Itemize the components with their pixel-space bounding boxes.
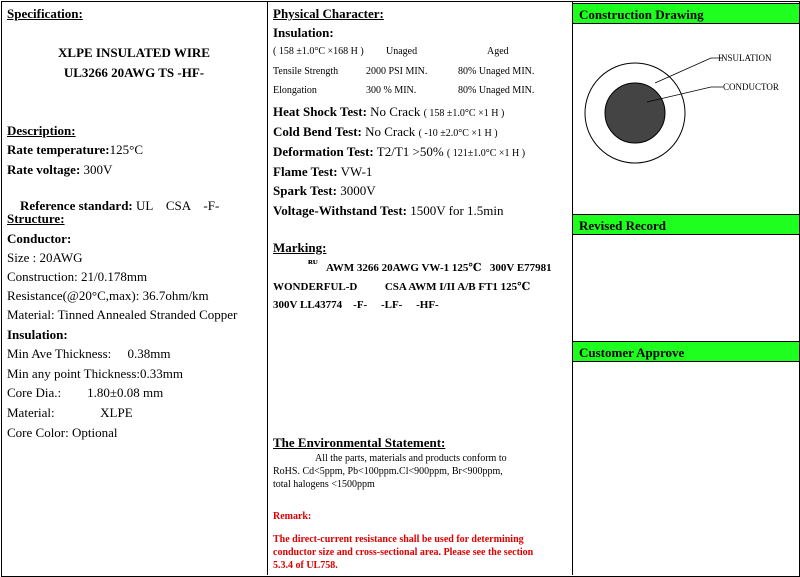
heat-shock-label: Heat Shock Test: <box>273 104 367 119</box>
specification-column <box>1 1 268 575</box>
remark-line-3: 5.3.4 of UL758. <box>273 560 338 571</box>
conductor-size: Size : 20AWG <box>7 250 83 265</box>
conductor-label: Conductor: <box>7 231 72 246</box>
spark-test-label: Spark Test: <box>273 183 337 198</box>
rate-voltage-label: Rate voltage: <box>7 162 81 177</box>
product-title: XLPE INSULATED WIRE <box>58 45 210 60</box>
heat-shock-test <box>273 104 504 120</box>
heat-shock-condition: ( 158 ±1.0°C ×1 H ) <box>423 108 505 119</box>
elongation-label: Elongation <box>273 85 317 96</box>
physical-character-heading: Physical Character: <box>273 6 384 21</box>
conductor-construction: Construction: 21/0.178mm <box>7 269 148 284</box>
aged-header: Aged <box>487 46 509 57</box>
deformation-test <box>273 144 525 160</box>
environmental-line-2: RoHS. Cd<5ppm, Pb<100ppm.Cl<900ppm, Br<900ppm, <box>273 466 503 477</box>
spark-test-value: 3000V <box>340 183 376 198</box>
spark-test <box>273 183 376 199</box>
min-any-point-thickness: Min any point Thickness:0.33mm <box>7 366 183 381</box>
cold-bend-value: No Crack <box>365 124 416 139</box>
conductor-material: Material: Tinned Annealed Stranded Copper <box>7 307 238 322</box>
environmental-line-3: total halogens <1500ppm <box>273 479 375 490</box>
cold-bend-condition: ( -10 ±2.0°C ×1 H ) <box>418 128 498 139</box>
core-color: Core Color: Optional <box>7 425 118 440</box>
physical-character-column <box>268 1 573 575</box>
customer-approve-header: Customer Approve <box>573 341 799 362</box>
reference-standard-value: UL CSA -F- <box>136 198 220 213</box>
reference-standard-label: Reference standard: <box>20 198 133 213</box>
voltage-withstand-label: Voltage-Withstand Test: <box>273 203 407 218</box>
deformation-label: Deformation Test: <box>273 144 374 159</box>
flame-test <box>273 164 372 180</box>
marking-line-2: WONDERFUL-D CSA AWM I/II A/B FT1 125℃ <box>273 281 531 293</box>
rate-temperature-label: Rate temperature: <box>7 142 110 157</box>
tensile-strength-unaged: 2000 PSI MIN. <box>366 66 428 77</box>
revised-record-header: Revised Record <box>573 214 799 235</box>
marking-line-1: AWM 3266 20AWG VW-1 125℃ 300V E77981 <box>326 262 552 274</box>
deformation-condition: ( 121±1.0°C ×1 H ) <box>446 148 526 159</box>
drawing-column <box>573 1 799 575</box>
insulation-label: Insulation: <box>7 327 68 342</box>
conductor-callout: CONDUCTOR <box>723 82 779 92</box>
elongation-unaged: 300 % MIN. <box>366 85 417 96</box>
voltage-withstand-test <box>273 203 504 219</box>
description-heading: Description: <box>7 123 76 138</box>
voltage-withstand-value: 1500V for 1.5min <box>410 203 504 218</box>
min-ave-thickness: Min Ave Thickness: 0.38mm <box>7 346 171 361</box>
unaged-header: Unaged <box>386 46 418 57</box>
rate-temperature-value: 125°C <box>109 142 144 157</box>
specification-heading: Specification: <box>7 6 83 21</box>
rate-temperature <box>7 142 143 158</box>
tensile-strength-aged: 80% Unaged MIN. <box>458 66 535 77</box>
physical-insulation-label: Insulation: <box>273 25 334 40</box>
core-diameter: Core Dia.: 1.80±0.08 mm <box>7 385 164 400</box>
remark-line-2: conductor size and cross-sectional area. Please see the section <box>273 547 534 558</box>
ur-recognized-mark: ᴿᵁ <box>308 258 318 270</box>
rate-voltage-value: 300V <box>83 162 113 177</box>
environmental-line-1: All the parts, materials and products conform to <box>315 453 507 464</box>
construction-drawing-header: Construction Drawing <box>573 3 799 24</box>
aging-condition: ( 158 ±1.0°C ×168 H ) <box>273 46 364 57</box>
flame-test-label: Flame Test: <box>273 164 338 179</box>
remark-label: Remark: <box>273 511 312 522</box>
marking-heading: Marking: <box>273 240 327 255</box>
structure-heading: Structure: <box>7 211 65 226</box>
tensile-strength-label: Tensile Strength <box>273 66 339 77</box>
deformation-value: T2/T1 >50% <box>376 144 444 159</box>
conductor-core <box>605 83 665 143</box>
product-code: UL3266 20AWG TS -HF- <box>63 65 205 80</box>
rate-voltage <box>7 162 112 178</box>
remark-line-1: The direct-current resistance shall be used for determining <box>273 534 524 545</box>
insulation-material: Material: XLPE <box>7 405 133 420</box>
cold-bend-test <box>273 124 498 140</box>
conductor-resistance: Resistance(@20°C,max): 36.7ohm/km <box>7 288 209 303</box>
cold-bend-label: Cold Bend Test: <box>273 124 362 139</box>
elongation-aged: 80% Unaged MIN. <box>458 85 535 96</box>
heat-shock-value: No Crack <box>370 104 421 119</box>
insulation-callout: INSULATION <box>718 53 772 63</box>
environmental-heading: The Environmental Statement: <box>273 435 446 450</box>
flame-test-value: VW-1 <box>340 164 373 179</box>
marking-line-3: 300V LL43774 -F- -LF- -HF- <box>273 299 439 311</box>
